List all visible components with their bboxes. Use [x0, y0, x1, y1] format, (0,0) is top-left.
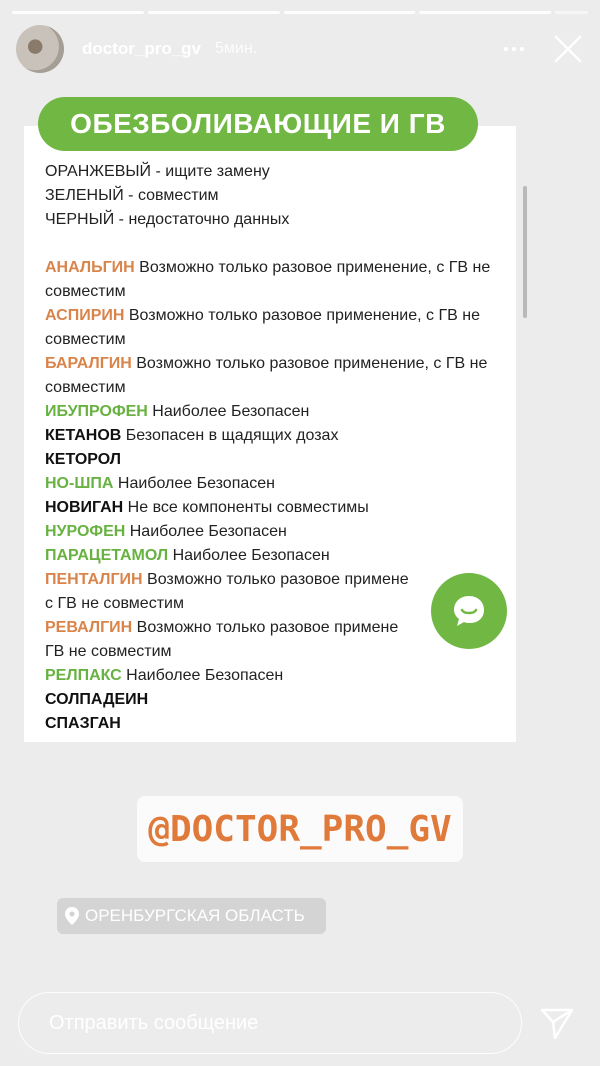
- drug-description: Наиболее Безопасен: [125, 523, 287, 540]
- drug-name: КЕТАНОВ: [45, 427, 122, 444]
- drug-item: [45, 424, 500, 448]
- drug-description-cont: с ГВ не совместим: [45, 595, 184, 612]
- drug-name: АНАЛЬГИН: [45, 259, 135, 276]
- progress-segment: [148, 11, 280, 14]
- drug-description: Наиболее Безопасен: [147, 403, 310, 420]
- send-icon[interactable]: [538, 1004, 576, 1042]
- drug-item: [45, 616, 500, 664]
- card-title: ОБЕЗБОЛИВАЮЩИЕ И ГВ: [38, 97, 478, 151]
- drug-item: [45, 496, 500, 520]
- drug-item: [45, 352, 500, 400]
- progress-segment: [419, 11, 551, 14]
- drug-name: НУРОФЕН: [45, 523, 126, 540]
- drug-description: Не все компоненты совместимы: [123, 499, 369, 516]
- drug-description: Возможно только разовое применение, с ГВ не совместим: [45, 355, 488, 396]
- drug-description: Наиболее Безопасен: [113, 475, 275, 492]
- color-legend: [45, 160, 505, 232]
- avatar[interactable]: [16, 25, 64, 73]
- drug-description: Безопасен в щадящих дозах: [121, 427, 339, 444]
- drug-name: СПАЗГАН: [45, 715, 121, 732]
- drug-name: БАРАЛГИН: [45, 355, 132, 372]
- location-sticker[interactable]: [57, 898, 326, 934]
- legend-green: ЗЕЛЕНЫЙ - совместим: [45, 187, 219, 204]
- drug-name: СОЛПАДЕИН: [45, 691, 149, 708]
- legend-orange: ОРАНЖЕВЫЙ - ищите замену: [45, 163, 270, 180]
- drug-description: Наиболее Безопасен: [168, 547, 330, 564]
- drug-name: АСПИРИН: [45, 307, 125, 324]
- drug-item: [45, 400, 500, 424]
- drug-description-cont: ГВ не совместим: [45, 643, 172, 660]
- drug-item: [45, 304, 500, 352]
- drug-name: ПЕНТАЛГИН: [45, 571, 143, 588]
- reply-input[interactable]: [18, 992, 522, 1054]
- close-icon[interactable]: [548, 29, 588, 69]
- reply-placeholder: Отправить сообщение: [49, 1011, 259, 1034]
- scrollbar: [523, 186, 527, 318]
- drug-name: ПАРАЦЕТАМОЛ: [45, 547, 169, 564]
- drug-description: Возможно только разовое примене: [142, 571, 409, 588]
- drug-item: [45, 448, 500, 472]
- drug-description: Возможно только разовое применение, с ГВ не совместим: [45, 259, 491, 300]
- story-header: [16, 24, 588, 74]
- location-pin-icon: [65, 907, 79, 925]
- chat-button[interactable]: [431, 573, 507, 649]
- drug-name: КЕТОРОЛ: [45, 451, 121, 468]
- drug-name: РЕВАЛГИН: [45, 619, 133, 636]
- drug-item: [45, 664, 500, 688]
- drug-item: [45, 472, 500, 496]
- chat-bubble-icon: [449, 591, 489, 631]
- location-label: ОРЕНБУРГСКАЯ ОБЛАСТЬ: [85, 906, 305, 925]
- mention-sticker[interactable]: @DOCTOR_PRO_GV: [137, 796, 463, 862]
- drug-item: [45, 544, 500, 568]
- drug-item: [45, 712, 500, 736]
- legend-black: ЧЕРНЫЙ - недостаточно данных: [45, 211, 290, 228]
- drug-item: [45, 520, 500, 544]
- drug-item: [45, 688, 500, 712]
- more-icon[interactable]: [496, 31, 532, 67]
- drug-name: РЕЛПАКС: [45, 667, 122, 684]
- drug-description: Наиболее Безопасен: [121, 667, 284, 684]
- progress-segment: [284, 11, 416, 14]
- drug-description: Возможно только разовое примене: [132, 619, 399, 636]
- post-time: 5мин.: [215, 40, 258, 57]
- drug-name: НОВИГАН: [45, 499, 124, 516]
- drug-item: [45, 256, 500, 304]
- story-progress: [12, 11, 588, 14]
- drug-list: [45, 256, 500, 736]
- drug-description: Возможно только разовое применение, с ГВ не совместим: [45, 307, 480, 348]
- drug-name: НО-ШПА: [45, 475, 114, 492]
- username[interactable]: doctor_pro_gv: [82, 39, 202, 58]
- progress-segment: [12, 11, 144, 14]
- progress-segment: [555, 11, 588, 14]
- drug-name: ИБУПРОФЕН: [45, 403, 148, 420]
